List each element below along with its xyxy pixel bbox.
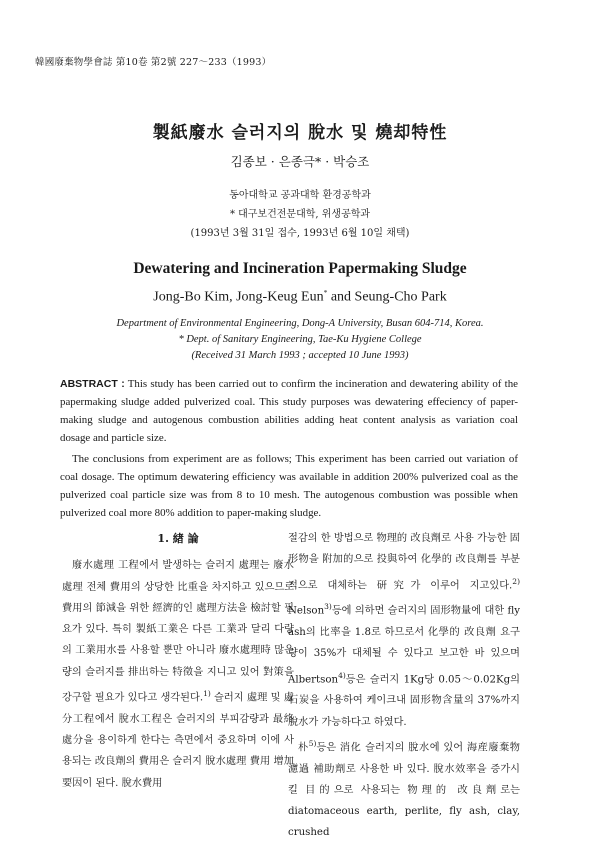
abstract-paragraph-2: The conclusions from experiment are as follows; This experiment has been carried out variation of coal dosage. The optimum dewatering efficiency was available in addition 200% pulverized coal as the pulverized coal particle size was from 8 to 10 mesh. The autogenous combustion was possible when pulverized coal more 80% addition to paper-making sludge. [60,453,518,519]
intro-text-a: 廢水處理 工程에서 발생하는 슬러지 處理는 廢水處理 전체 費用의 상당한 比重을 차지하고 있으므로 費用의 節減을 위한 經濟的인 處理方法을 檢討할 필요가 있다. 특히 製紙工業은 다른 工業과 달리 다량의 工業用水를 사용할 뿐만 아니라 廢水處理時 많은 량의 슬러지를 排出하는 特徵을 지니고 있어 對策을 강구할 필요가 있다고 생각된다. [62,560,294,704]
citation-ref-2: 2) [512,576,520,586]
intro-text-b: 슬러지 處理 및 處分工程에서 脫水工程은 슬러지의 부피감량과 最終處分을 용이하게 한다는 측면에서 중요하며 이에 사용되는 改良劑의 費用은 슬러지 脫水處理 費用 增加要因이 된다. 脫水費用 [62,692,294,789]
abstract-paragraph-1 [60,375,518,447]
abstract [60,375,518,522]
intro-paragraph-3 [288,733,520,844]
right-text-f: 등은 消化 슬러지의 脫水에 있어 海産廢棄物 濾過 補助劑로 사용한 바 있다. 脫水效率을 증가시킬 目的으로 사용되는 物理的 改良劑로는 diatomaceous earth, perlite, fly ash, clay, crushed [288,742,520,839]
citation-ref-4: 4) [338,670,346,680]
right-text-b: Nelson [288,605,325,617]
authors-part2: and Seung-Cho Park [327,289,447,305]
english-received-dates: (Received 31 March 1993 ; accepted 10 June 1993) [191,350,409,361]
korean-received-dates: (1993년 3월 31일 접수, 1993년 6월 10일 채택) [190,228,410,239]
right-text-c: 등에 의하면 슬러지의 固形物量에 대한 fly ash의 比率을 1.8로 하므로서 化學的 改良劑 요구량이 35%가 대체될 수 있다고 보고한 바 있으며 Albertson [288,605,520,685]
abstract-label: ABSTRACT : [60,378,125,390]
korean-authors: 김종보 · 은종극* · 박승조 [230,154,370,169]
english-title: Dewatering and Incineration Papermaking Sludge [133,260,467,277]
korean-affiliation-1: 동아대학교 공과대학 환경공학과 [229,190,371,201]
korean-title: 製紙廢水 슬러지의 脫水 및 燒却特性 [152,123,448,143]
korean-affiliation-2: * 대구보건전문대학, 위생공학과 [229,209,371,220]
right-text-d: 등은 슬러지 1Kg당 0.05〜0.02Kg의 石炭을 사용하여 케이크내 固形物含量의 37%까지 脫水가 가능하다고 하였다. [288,673,520,728]
citation-ref-5: 5) [308,738,317,748]
english-authors [0,288,600,306]
intro-paragraph-1 [62,555,294,794]
journal-citation: 韓國廢棄物學會誌 第10卷 第2號 227〜233（1993） [35,57,272,68]
citation-ref-1: 1) [203,689,211,699]
body-left-column [62,528,294,794]
right-text-e: 朴 [298,742,309,754]
section-heading-introduction: 1. 緖 論 [157,532,199,545]
body-right-column [288,528,520,844]
abstract-text-1: This study has been carried out to confirm the incineration and dewatering ability of the papermaking sludge added pulverized coal. This study purposes was dewatering effeciency of paper-making sludge and autogenous combustion abilities adding heat content analysis as variation coal dosage and particle size. [60,378,518,444]
author-mark: * [323,288,328,297]
intro-paragraph-2 [288,528,520,733]
english-affiliation-2: * Dept. of Sanitary Engineering, Tae-Ku Hygiene College [178,334,422,345]
english-affiliation-1: Department of Environmental Engineering, Dong-A University, Busan 604-714, Korea. [116,318,484,329]
authors-part1: Jong-Bo Kim, Jong-Keug Eun [153,289,324,305]
right-text-a: 절감의 한 방법으로 物理的 改良劑로 사용 가능한 固形物을 附加的으로 投與하여 化學的 改良劑를 부분적으로 대체하는 研究가 이루어 지고있다. [288,533,520,591]
citation-ref-3: 3) [324,602,332,612]
